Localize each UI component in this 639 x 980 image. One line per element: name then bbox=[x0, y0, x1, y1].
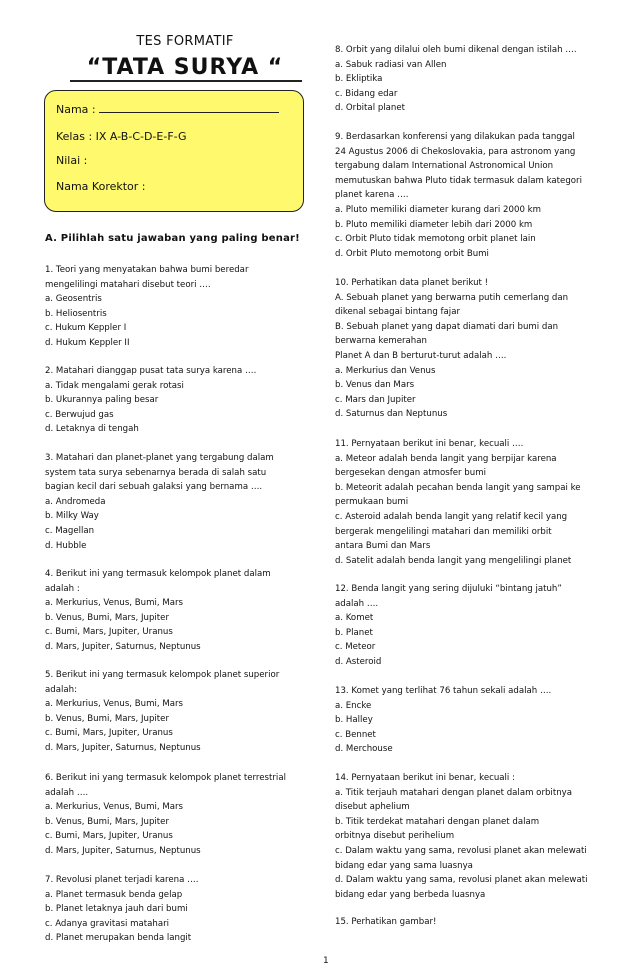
question-line: c. Asteroid adalah benda langit yang relatif kecil yang bbox=[335, 511, 568, 522]
question-block bbox=[45, 364, 256, 437]
question-line: c. Bidang edar bbox=[335, 88, 398, 99]
question-line: adalah : bbox=[45, 583, 80, 594]
question-line: c. Hukum Keppler I bbox=[45, 323, 127, 334]
question-line: berwarna kemerahan bbox=[335, 336, 427, 347]
kelas-field: Kelas : IX A-B-C-D-E-F-G bbox=[56, 130, 187, 143]
question-line: 4. Berikut ini yang termasuk kelompok planet dalam bbox=[45, 569, 271, 579]
question-line: a. Komet bbox=[335, 613, 374, 624]
question-line: b. Venus, Bumi, Mars, Jupiter bbox=[45, 612, 169, 623]
page-number: 1 bbox=[323, 956, 329, 966]
question-line: a. Planet termasuk benda gelap bbox=[45, 889, 183, 900]
question-line: b. Venus, Bumi, Mars, Jupiter bbox=[45, 816, 169, 827]
question-line: c. Dalam waktu yang sama, revolusi planet akan melewati bbox=[335, 845, 587, 856]
question-line: c. Berwujud gas bbox=[45, 409, 114, 420]
question-line: d. Planet merupakan benda langit bbox=[45, 933, 192, 944]
question-line: a. Geosentris bbox=[45, 294, 102, 305]
question-line: 9. Berdasarkan konferensi yang dilakukan pada tanggal bbox=[335, 132, 575, 142]
question-line: bidang edar yang sama luasnya bbox=[335, 860, 473, 871]
question-block bbox=[335, 915, 436, 930]
question-line: disebut aphelium bbox=[335, 802, 410, 813]
question-line: d. Orbital planet bbox=[335, 103, 406, 114]
question-line: d. Mars, Jupiter, Saturnus, Neptunus bbox=[45, 845, 201, 856]
question-line: b. Ekliptika bbox=[335, 74, 383, 85]
question-line: d. Mars, Jupiter, Saturnus, Neptunus bbox=[45, 742, 201, 753]
question-line: 11. Pernyataan berikut ini benar, kecuali …. bbox=[335, 439, 524, 449]
question-line: 14. Pernyataan berikut ini benar, kecuali : bbox=[335, 773, 515, 783]
question-line: b. Halley bbox=[335, 715, 373, 726]
question-line: B. Sebuah planet yang dapat diamati dari bumi dan bbox=[335, 321, 559, 332]
question-line: c. Bennet bbox=[335, 729, 376, 740]
question-line: d. Dalam waktu yang sama, revolusi planet akan melewati bbox=[335, 875, 588, 886]
title-small: TES FORMATIF bbox=[136, 34, 234, 49]
question-block bbox=[45, 668, 279, 756]
question-line: b. Venus, Bumi, Mars, Jupiter bbox=[45, 713, 169, 724]
nilai-field[interactable]: Nilai : bbox=[56, 154, 88, 167]
question-line: b. Titik terdekat matahari dengan planet dalam bbox=[335, 816, 540, 827]
question-line: bagian kecil dari sebuah galaksi yang bernama …. bbox=[45, 482, 263, 493]
question-block bbox=[335, 437, 581, 568]
question-line: bergesekan dengan atmosfer bumi bbox=[335, 468, 486, 479]
question-line: b. Planet letaknya jauh dari bumi bbox=[45, 904, 188, 915]
question-block bbox=[335, 130, 582, 261]
question-line: c. Mars dan Jupiter bbox=[335, 394, 416, 405]
question-line: a. Andromeda bbox=[45, 496, 106, 507]
question-block bbox=[45, 873, 198, 946]
question-line: 24 Agustus 2006 di Chekoslovakia, para astronom yang bbox=[335, 146, 576, 157]
question-block bbox=[45, 567, 271, 655]
question-line: d. Orbit Pluto memotong orbit Bumi bbox=[335, 248, 489, 259]
question-line: b. Pluto memiliki diameter lebih dari 2000 km bbox=[335, 219, 533, 230]
question-line: a. Pluto memiliki diameter kurang dari 2000 km bbox=[335, 204, 541, 215]
question-line: 10. Perhatikan data planet berikut ! bbox=[335, 278, 489, 288]
question-line: c. Magellan bbox=[45, 525, 95, 536]
nama-label: Nama : bbox=[56, 103, 100, 116]
question-line: memutuskan bahwa Pluto tidak termasuk dalam kategori bbox=[335, 175, 582, 186]
question-line: 13. Komet yang terlihat 76 tahun sekali adalah …. bbox=[335, 686, 552, 696]
question-line: a. Encke bbox=[335, 700, 372, 711]
question-line: c. Bumi, Mars, Jupiter, Uranus bbox=[45, 627, 173, 638]
question-line: planet karena …. bbox=[335, 190, 409, 201]
question-block bbox=[335, 771, 587, 902]
question-line: permukaan bumi bbox=[335, 497, 409, 508]
question-line: a. Merkurius, Venus, Bumi, Mars bbox=[45, 598, 184, 609]
question-line: adalah …. bbox=[45, 787, 89, 798]
question-line: 6. Berikut ini yang termasuk kelompok planet terrestrial bbox=[45, 773, 286, 783]
question-line: d. Letaknya di tengah bbox=[45, 424, 139, 435]
question-line: 7. Revolusi planet terjadi karena …. bbox=[45, 875, 199, 885]
question-line: a. Merkurius dan Venus bbox=[335, 365, 436, 376]
question-line: c. Bumi, Mars, Jupiter, Uranus bbox=[45, 728, 173, 739]
question-line: 3. Matahari dan planet-planet yang tergabung dalam bbox=[45, 453, 274, 463]
question-line: orbitnya disebut perihelium bbox=[335, 831, 455, 842]
question-line: 1. Teori yang menyatakan bahwa bumi beredar bbox=[45, 265, 249, 275]
question-line: a. Merkurius, Venus, Bumi, Mars bbox=[45, 802, 184, 813]
nama-field[interactable] bbox=[56, 102, 279, 116]
question-line: tergabung dalam International Astronomical Union bbox=[335, 161, 554, 172]
question-line: d. Asteroid bbox=[335, 656, 382, 667]
question-line: b. Planet bbox=[335, 627, 373, 638]
title-big: “TATA SURYA “ bbox=[86, 55, 284, 80]
question-line: a. Titik terjauh matahari dengan planet dalam orbitnya bbox=[335, 787, 572, 798]
question-line: bergerak mengelilingi matahari dan memiliki orbit bbox=[335, 526, 552, 537]
question-line: c. Orbit Pluto tidak memotong orbit planet lain bbox=[335, 234, 536, 245]
question-line: b. Ukurannya paling besar bbox=[45, 395, 159, 406]
korektor-field[interactable]: Nama Korektor : bbox=[56, 180, 146, 193]
nama-blank-line bbox=[99, 102, 279, 113]
question-line: Planet A dan B berturut-turut adalah …. bbox=[335, 350, 507, 361]
question-block bbox=[45, 451, 274, 553]
question-line: d. Hubble bbox=[45, 540, 87, 551]
question-line: antara Bumi dan Mars bbox=[335, 541, 431, 552]
question-line: 8. Orbit yang dilalui oleh bumi dikenal dengan istilah …. bbox=[335, 45, 577, 55]
question-line: d. Hukum Keppler II bbox=[45, 337, 130, 348]
question-line: 12. Benda langit yang sering dijuluki “bintang jatuh” bbox=[335, 584, 562, 594]
question-block bbox=[45, 263, 248, 351]
question-line: 5. Berikut ini yang termasuk kelompok planet superior bbox=[45, 670, 280, 680]
question-line: A. Sebuah planet yang berwarna putih cemerlang dan bbox=[335, 292, 569, 303]
question-line: a. Meteor adalah benda langit yang berpijar karena bbox=[335, 453, 557, 464]
question-line: d. Saturnus dan Neptunus bbox=[335, 409, 448, 420]
question-block bbox=[335, 276, 568, 422]
question-line: adalah …. bbox=[335, 598, 379, 609]
question-line: a. Merkurius, Venus, Bumi, Mars bbox=[45, 699, 184, 710]
title-underline bbox=[70, 80, 302, 82]
section-heading: A. Pilihlah satu jawaban yang paling benar! bbox=[45, 233, 300, 244]
question-line: b. Meteorit adalah pecahan benda langit yang sampai ke bbox=[335, 482, 581, 493]
question-block bbox=[45, 771, 286, 859]
question-line: mengelilingi matahari disebut teori …. bbox=[45, 279, 211, 290]
question-line: b. Milky Way bbox=[45, 511, 99, 522]
question-line: b. Heliosentris bbox=[45, 308, 107, 319]
question-line: bidang edar yang berbeda luasnya bbox=[335, 889, 486, 900]
question-line: d. Merchouse bbox=[335, 744, 393, 755]
question-line: adalah: bbox=[45, 684, 77, 695]
question-line: dikenal sebagai bintang fajar bbox=[335, 307, 460, 318]
question-line: system tata surya sebenarnya berada di salah satu bbox=[45, 467, 267, 478]
question-line: d. Mars, Jupiter, Saturnus, Neptunus bbox=[45, 641, 201, 652]
question-line: c. Meteor bbox=[335, 642, 376, 653]
question-line: c. Bumi, Mars, Jupiter, Uranus bbox=[45, 831, 173, 842]
question-block bbox=[335, 43, 577, 116]
question-line: a. Sabuk radiasi van Allen bbox=[335, 59, 447, 70]
question-line: a. Tidak mengalami gerak rotasi bbox=[45, 380, 184, 391]
question-line: d. Satelit adalah benda langit yang mengelilingi planet bbox=[335, 555, 572, 566]
question-block bbox=[335, 582, 562, 670]
question-line: 15. Perhatikan gambar! bbox=[335, 917, 437, 927]
question-line: 2. Matahari dianggap pusat tata surya karena …. bbox=[45, 366, 257, 376]
question-line: b. Venus dan Mars bbox=[335, 380, 415, 391]
question-block bbox=[335, 684, 551, 757]
question-line: c. Adanya gravitasi matahari bbox=[45, 918, 170, 929]
